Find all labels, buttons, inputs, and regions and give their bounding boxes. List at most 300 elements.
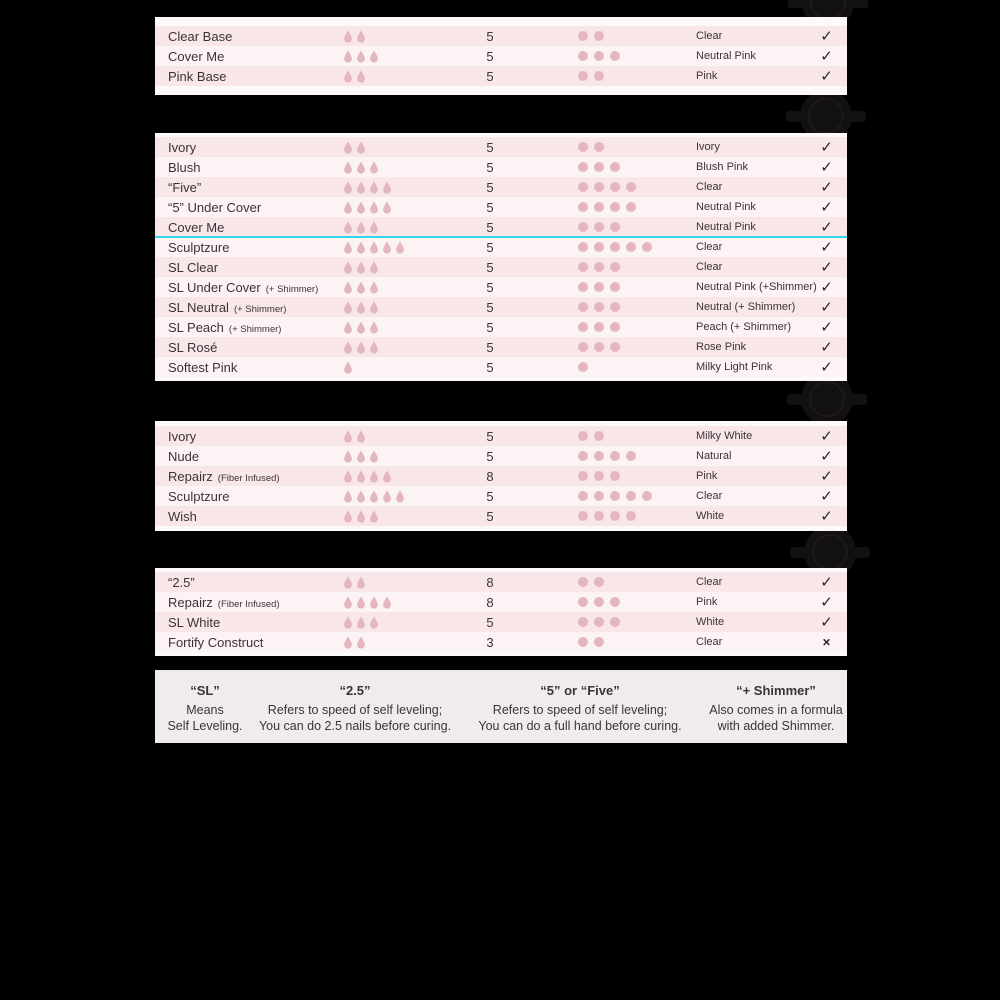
color-name: Neutral (+ Shimmer) — [696, 301, 796, 313]
speed-value: 5 — [486, 219, 494, 235]
color-name: White — [696, 616, 725, 628]
opacity-dots-cell — [578, 142, 696, 152]
opacity-dots-cell — [578, 51, 696, 61]
dot-icon — [626, 242, 636, 252]
product-name-cell — [155, 340, 343, 355]
viscosity-drops-cell — [343, 510, 463, 523]
speed-value: 5 — [486, 339, 494, 355]
dot-icon — [594, 202, 604, 212]
drop-icon — [356, 261, 366, 274]
legend-definition: You can do 2.5 nails before curing. — [258, 719, 452, 733]
color-name: Clear — [696, 576, 723, 588]
check-icon: ✓ — [820, 338, 833, 356]
product-name: SL Clear — [168, 259, 219, 275]
product-table-3 — [155, 421, 847, 531]
dot-icon — [594, 511, 604, 521]
drop-icon — [382, 596, 392, 609]
product-note: (+ Shimmer) — [233, 303, 287, 315]
dot-icon — [578, 242, 588, 252]
product-name-cell — [155, 300, 343, 315]
drop-icon — [369, 450, 379, 463]
dot-icon — [642, 491, 652, 501]
opacity-dots-cell — [578, 637, 696, 647]
mark-cell — [806, 358, 847, 377]
product-note: (+ Shimmer) — [228, 323, 282, 335]
table-row — [155, 317, 847, 337]
product-name: SL White — [168, 614, 221, 630]
check-icon: ✓ — [820, 47, 833, 65]
color-name: Clear — [696, 30, 723, 42]
check-icon: ✓ — [820, 358, 833, 376]
mark-cell — [806, 158, 847, 177]
drop-icon — [369, 261, 379, 274]
drop-icon — [343, 281, 353, 294]
check-icon: ✓ — [820, 427, 833, 445]
drop-icon — [343, 241, 353, 254]
viscosity-drops-cell — [343, 181, 463, 194]
table-row — [155, 46, 847, 66]
drop-icon — [343, 321, 353, 334]
dot-icon — [578, 577, 588, 587]
dot-icon — [578, 182, 588, 192]
dot-icon — [578, 511, 588, 521]
opacity-dots-cell — [578, 282, 696, 292]
mark-cell — [806, 178, 847, 197]
color-name: Neutral Pink (+Shimmer) — [696, 281, 817, 293]
opacity-dots-cell — [578, 431, 696, 441]
drop-icon — [356, 141, 366, 154]
product-name: Cover Me — [168, 48, 225, 64]
drop-icon — [356, 201, 366, 214]
color-name: Pink — [696, 470, 718, 482]
legend-definition: Self Leveling. — [167, 719, 243, 733]
opacity-dots-cell — [578, 511, 696, 521]
drop-icon — [356, 70, 366, 83]
drop-icon — [356, 301, 366, 314]
drop-icon — [369, 161, 379, 174]
mark-cell — [806, 218, 847, 237]
drop-icon — [369, 241, 379, 254]
opacity-dots-cell — [578, 202, 696, 212]
product-name: SL Peach — [168, 319, 224, 335]
dot-icon — [594, 71, 604, 81]
speed-value: 5 — [486, 139, 494, 155]
product-name-cell — [155, 360, 343, 375]
drop-icon — [356, 490, 366, 503]
dot-icon — [610, 491, 620, 501]
mark-cell — [806, 427, 847, 446]
dot-icon — [578, 262, 588, 272]
viscosity-drops-cell — [343, 361, 463, 374]
mark-cell — [806, 47, 847, 66]
product-name-cell — [155, 489, 343, 504]
color-name: Clear — [696, 636, 723, 648]
product-name: Cover Me — [168, 219, 225, 235]
dot-icon — [610, 322, 620, 332]
opacity-dots-cell — [578, 222, 696, 232]
table-row — [155, 632, 847, 652]
dot-icon — [578, 142, 588, 152]
drop-icon — [356, 30, 366, 43]
legend-item-five — [455, 683, 705, 743]
speed-value: 5 — [486, 508, 494, 524]
legend-item-sl — [155, 683, 255, 743]
table-row — [155, 197, 847, 217]
product-name-cell — [155, 49, 343, 64]
check-icon: ✓ — [820, 298, 833, 316]
drop-icon — [343, 636, 353, 649]
viscosity-drops-cell — [343, 321, 463, 334]
table-row — [155, 572, 847, 592]
drop-icon — [356, 450, 366, 463]
drop-icon — [343, 301, 353, 314]
color-name: Clear — [696, 490, 723, 502]
dot-icon — [626, 202, 636, 212]
dot-icon — [610, 342, 620, 352]
drop-icon — [369, 301, 379, 314]
product-name-cell — [155, 69, 343, 84]
opacity-dots-cell — [578, 31, 696, 41]
table-row — [155, 157, 847, 177]
speed-value: 5 — [486, 319, 494, 335]
mark-cell — [806, 27, 847, 46]
speed-value: 5 — [486, 239, 494, 255]
check-icon: ✓ — [820, 613, 833, 631]
speed-value: 5 — [486, 279, 494, 295]
opacity-dots-cell — [578, 262, 696, 272]
drop-icon — [356, 221, 366, 234]
viscosity-drops-cell — [343, 341, 463, 354]
highlight-line — [155, 236, 847, 238]
color-name: Ivory — [696, 141, 720, 153]
dot-icon — [578, 637, 588, 647]
color-name: Milky Light Pink — [696, 361, 773, 373]
speed-value: 5 — [486, 359, 494, 375]
speed-value: 5 — [486, 199, 494, 215]
drop-icon — [369, 201, 379, 214]
dot-icon — [610, 202, 620, 212]
table-row — [155, 486, 847, 506]
viscosity-drops-cell — [343, 430, 463, 443]
opacity-dots-cell — [578, 302, 696, 312]
color-name: Natural — [696, 450, 732, 462]
opacity-dots-cell — [578, 617, 696, 627]
viscosity-drops-cell — [343, 490, 463, 503]
drop-icon — [382, 470, 392, 483]
table-row — [155, 612, 847, 632]
product-name: SL Rosé — [168, 339, 218, 355]
mark-cell — [806, 138, 847, 157]
dot-icon — [626, 511, 636, 521]
product-name-cell — [155, 575, 343, 590]
dot-icon — [578, 162, 588, 172]
speed-value: 5 — [486, 299, 494, 315]
dot-icon — [594, 577, 604, 587]
dot-icon — [594, 242, 604, 252]
drop-icon — [382, 490, 392, 503]
drop-icon — [343, 490, 353, 503]
drop-icon — [356, 576, 366, 589]
color-name: Milky White — [696, 430, 753, 442]
legend-definition: Refers to speed of self leveling; — [492, 703, 668, 717]
drop-icon — [369, 510, 379, 523]
opacity-dots-cell — [578, 491, 696, 501]
dot-icon — [594, 142, 604, 152]
viscosity-drops-cell — [343, 261, 463, 274]
drop-icon — [369, 50, 379, 63]
drop-icon — [343, 616, 353, 629]
dot-icon — [610, 597, 620, 607]
dot-icon — [578, 597, 588, 607]
speed-value: 8 — [486, 574, 494, 590]
dot-icon — [578, 362, 588, 372]
check-icon: ✓ — [820, 593, 833, 611]
dot-icon — [642, 242, 652, 252]
drop-icon — [356, 636, 366, 649]
product-name-cell — [155, 449, 343, 464]
opacity-dots-cell — [578, 362, 696, 372]
drop-icon — [343, 201, 353, 214]
table-row — [155, 337, 847, 357]
drop-icon — [369, 341, 379, 354]
dot-icon — [626, 491, 636, 501]
product-name: Ivory — [168, 428, 197, 444]
drop-icon — [343, 70, 353, 83]
speed-value: 5 — [486, 488, 494, 504]
table-row — [155, 177, 847, 197]
product-table-1 — [155, 17, 847, 95]
check-icon: ✓ — [820, 67, 833, 85]
table-row — [155, 592, 847, 612]
color-name: Neutral Pink — [696, 221, 756, 233]
product-name: Ivory — [168, 139, 197, 155]
dot-icon — [578, 222, 588, 232]
legend-item-shimmer — [705, 683, 847, 743]
dot-icon — [594, 597, 604, 607]
opacity-dots-cell — [578, 451, 696, 461]
check-icon: ✓ — [820, 27, 833, 45]
dot-icon — [578, 282, 588, 292]
drop-icon — [382, 241, 392, 254]
viscosity-drops-cell — [343, 596, 463, 609]
legend-term: “+ Shimmer” — [736, 683, 816, 698]
product-name: Blush — [168, 159, 201, 175]
check-icon: ✓ — [820, 218, 833, 236]
product-name-cell — [155, 429, 343, 444]
drop-icon — [356, 470, 366, 483]
table-row — [155, 466, 847, 486]
drop-icon — [369, 281, 379, 294]
drop-icon — [369, 221, 379, 234]
color-name: White — [696, 510, 725, 522]
drop-icon — [343, 596, 353, 609]
dot-icon — [594, 302, 604, 312]
dot-icon — [594, 182, 604, 192]
dot-icon — [578, 431, 588, 441]
dot-icon — [626, 182, 636, 192]
dot-icon — [610, 617, 620, 627]
product-name: Sculptzure — [168, 239, 230, 255]
dot-icon — [578, 342, 588, 352]
dot-icon — [578, 71, 588, 81]
product-name: Fortify Construct — [168, 634, 264, 650]
mark-cell — [806, 338, 847, 357]
drop-icon — [343, 221, 353, 234]
drop-icon — [356, 341, 366, 354]
dot-icon — [610, 451, 620, 461]
legend-term: “2.5” — [339, 683, 371, 698]
drop-icon — [356, 321, 366, 334]
viscosity-drops-cell — [343, 70, 463, 83]
speed-value: 5 — [486, 259, 494, 275]
mark-cell — [806, 238, 847, 257]
drop-icon — [356, 510, 366, 523]
dot-icon — [594, 451, 604, 461]
color-name: Peach (+ Shimmer) — [696, 321, 792, 333]
opacity-dots-cell — [578, 182, 696, 192]
table-row — [155, 217, 847, 237]
legend-item-2-5 — [255, 683, 455, 743]
dot-icon — [610, 282, 620, 292]
opacity-dots-cell — [578, 577, 696, 587]
speed-value: 5 — [486, 614, 494, 630]
viscosity-drops-cell — [343, 470, 463, 483]
product-name-cell — [155, 469, 343, 484]
check-icon: ✓ — [820, 178, 833, 196]
opacity-dots-cell — [578, 162, 696, 172]
color-name: Clear — [696, 241, 723, 253]
table-row — [155, 506, 847, 526]
viscosity-drops-cell — [343, 50, 463, 63]
dot-icon — [578, 302, 588, 312]
product-name-cell — [155, 29, 343, 44]
drop-icon — [369, 616, 379, 629]
color-name: Blush Pink — [696, 161, 748, 173]
product-name-cell — [155, 260, 343, 275]
speed-value: 5 — [486, 428, 494, 444]
check-icon: ✓ — [820, 198, 833, 216]
product-name: Nude — [168, 448, 200, 464]
dot-icon — [610, 182, 620, 192]
product-name-cell — [155, 240, 343, 255]
dot-icon — [578, 491, 588, 501]
product-note: (Fiber Infused) — [217, 472, 280, 484]
viscosity-drops-cell — [343, 201, 463, 214]
speed-value: 8 — [486, 594, 494, 610]
product-name-cell — [155, 615, 343, 630]
mark-cell — [806, 507, 847, 526]
drop-icon — [395, 490, 405, 503]
check-icon: ✓ — [820, 278, 833, 296]
dot-icon — [610, 511, 620, 521]
legend-definition: Refers to speed of self leveling; — [267, 703, 443, 717]
product-name-cell — [155, 140, 343, 155]
drop-icon — [343, 361, 353, 374]
table-row — [155, 297, 847, 317]
opacity-dots-cell — [578, 242, 696, 252]
check-icon: ✓ — [820, 487, 833, 505]
opacity-dots-cell — [578, 471, 696, 481]
check-icon: ✓ — [820, 238, 833, 256]
color-name: Clear — [696, 261, 723, 273]
product-name-cell — [155, 595, 343, 610]
mark-cell — [806, 467, 847, 486]
drop-icon — [369, 490, 379, 503]
dot-icon — [610, 242, 620, 252]
legend-term: “SL” — [190, 683, 220, 698]
dot-icon — [594, 431, 604, 441]
viscosity-drops-cell — [343, 221, 463, 234]
product-name: Repairz — [168, 594, 213, 610]
opacity-dots-cell — [578, 322, 696, 332]
mark-cell — [806, 67, 847, 86]
dot-icon — [578, 617, 588, 627]
dot-icon — [594, 617, 604, 627]
drop-icon — [343, 430, 353, 443]
drop-icon — [369, 181, 379, 194]
legend-definition: Also comes in a formula — [709, 703, 843, 717]
opacity-dots-cell — [578, 342, 696, 352]
dot-icon — [594, 51, 604, 61]
check-icon: ✓ — [820, 158, 833, 176]
drop-icon — [369, 596, 379, 609]
dot-icon — [610, 471, 620, 481]
drop-icon — [382, 181, 392, 194]
dot-icon — [594, 262, 604, 272]
cross-icon: ✕ — [822, 637, 831, 649]
check-icon: ✓ — [820, 318, 833, 336]
drop-icon — [343, 341, 353, 354]
mark-cell — [806, 593, 847, 612]
drop-icon — [382, 201, 392, 214]
product-name-cell — [155, 320, 343, 335]
dot-icon — [610, 262, 620, 272]
dot-icon — [594, 282, 604, 292]
legend-definition: with added Shimmer. — [717, 719, 835, 733]
drop-icon — [356, 181, 366, 194]
drop-icon — [343, 141, 353, 154]
check-icon: ✓ — [820, 507, 833, 525]
table-row — [155, 277, 847, 297]
table-row — [155, 237, 847, 257]
dot-icon — [578, 471, 588, 481]
mark-cell — [806, 318, 847, 337]
check-icon: ✓ — [820, 138, 833, 156]
table-row — [155, 426, 847, 446]
drop-icon — [343, 510, 353, 523]
dot-icon — [578, 451, 588, 461]
product-name-cell — [155, 220, 343, 235]
product-name: Softest Pink — [168, 359, 238, 375]
legend-panel — [155, 670, 847, 743]
speed-value: 5 — [486, 68, 494, 84]
check-icon: ✓ — [820, 467, 833, 485]
speed-value: 5 — [486, 28, 494, 44]
color-name: Neutral Pink — [696, 50, 756, 62]
drop-icon — [343, 576, 353, 589]
viscosity-drops-cell — [343, 241, 463, 254]
dot-icon — [610, 51, 620, 61]
viscosity-drops-cell — [343, 636, 463, 649]
legend-definition: You can do a full hand before curing. — [478, 719, 682, 733]
speed-value: 5 — [486, 448, 494, 464]
dot-icon — [594, 162, 604, 172]
color-name: Clear — [696, 181, 723, 193]
speed-value: 5 — [486, 159, 494, 175]
product-name: Repairz — [168, 468, 213, 484]
dot-icon — [578, 322, 588, 332]
table-row — [155, 66, 847, 86]
